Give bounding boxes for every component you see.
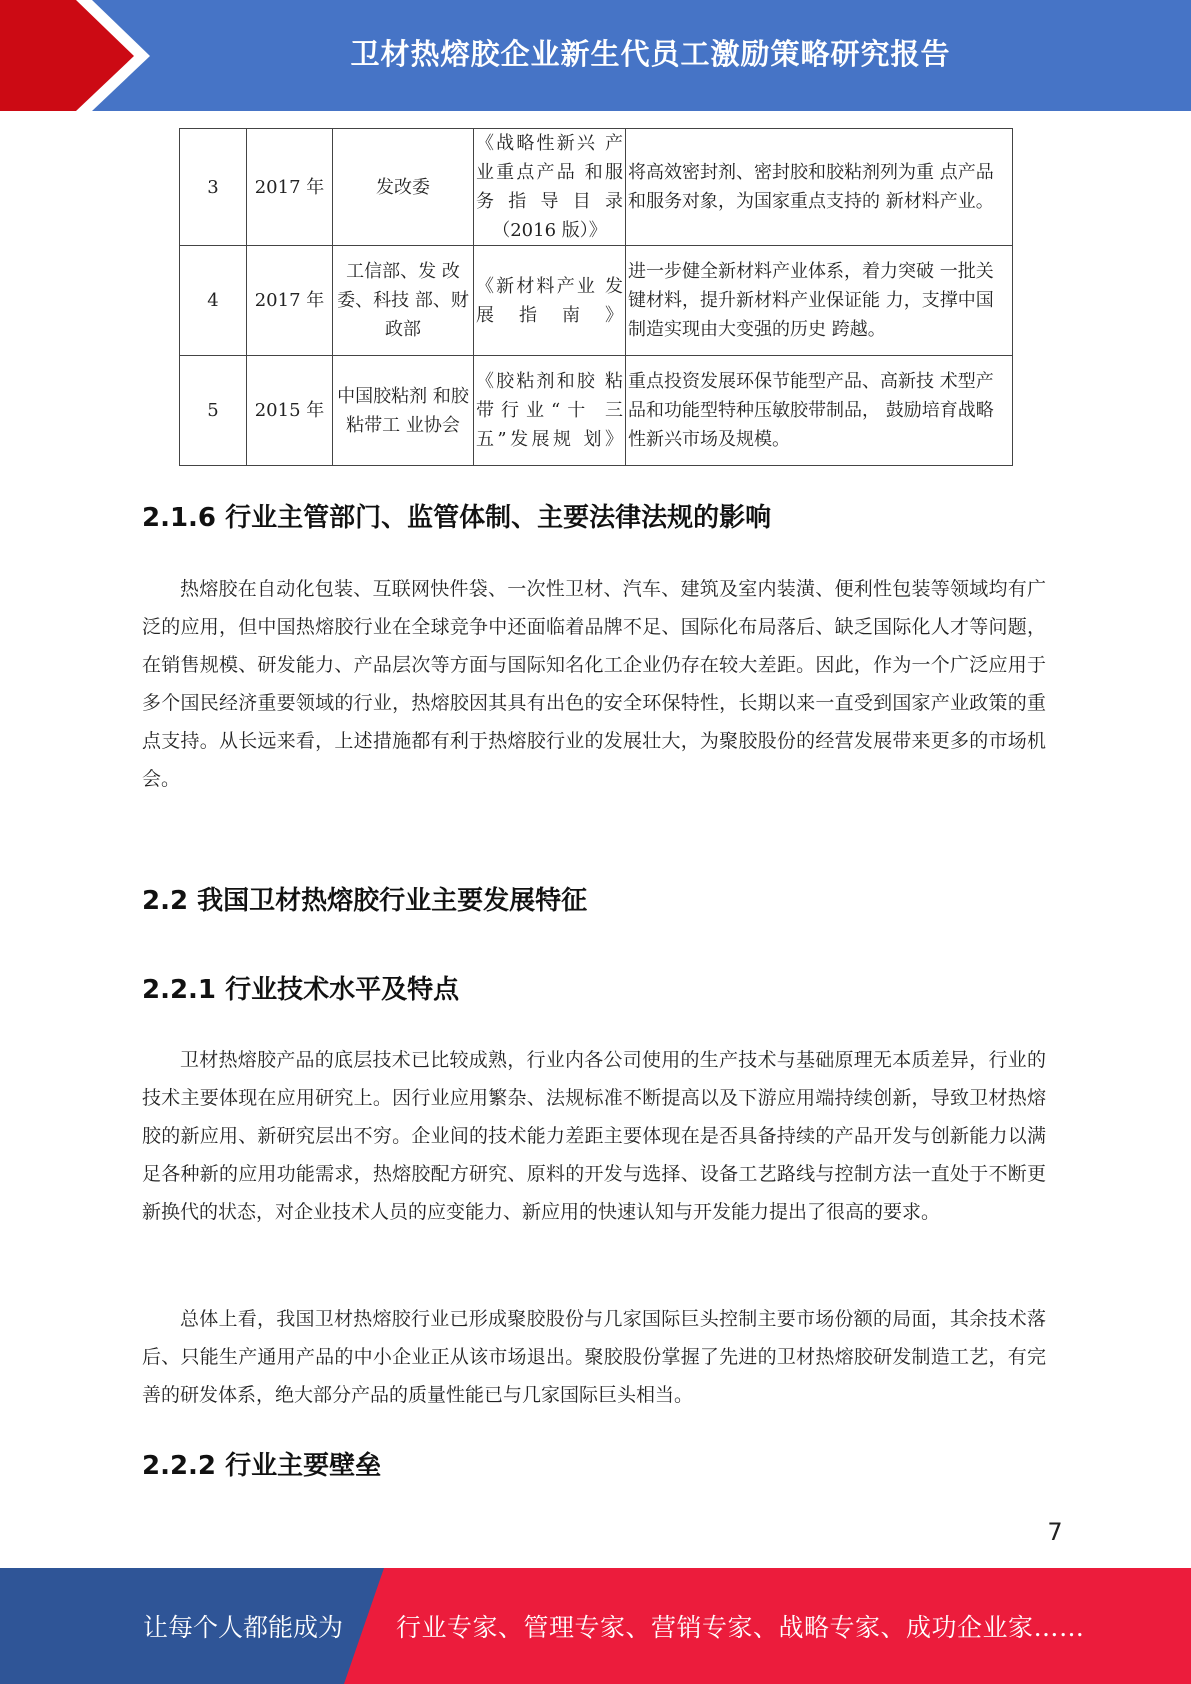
footer-slogan-right: 行业专家、管理专家、营销专家、战略专家、成功企业家…… <box>396 1613 1085 1642</box>
table-row <box>180 129 1013 246</box>
row-document-line: （2016 版）》 <box>492 220 607 241</box>
footer-slogan-left: 让每个人都能成为 <box>143 1613 344 1642</box>
row-document: 《新材料产业 发展指南》 <box>474 246 626 356</box>
row-number: 3 <box>180 129 247 246</box>
row-number: 4 <box>180 246 247 356</box>
row-issuer: 中国胶粘剂 和胶粘带工 业协会 <box>333 356 474 466</box>
row-description: 将高效密封剂、密封胶和胶粘剂列为重 点产品和服务对象，为国家重点支持的 新材料产业。 <box>626 129 1013 246</box>
page-footer <box>0 1568 1191 1684</box>
row-issuer: 发改委 <box>333 129 474 246</box>
row-description: 进一步健全新材料产业体系，着力突破 一批关键材料，提升新材料产业保证能 力，支撑中国制造实现由大变强的历史 跨越。 <box>626 246 1013 356</box>
section-heading-2-2-1: 2.2.1 行业技术水平及特点 <box>142 975 460 1005</box>
section-heading-2-2-2: 2.2.2 行业主要壁垒 <box>142 1451 382 1481</box>
page-number: 7 <box>1047 1518 1063 1546</box>
policy-table <box>179 128 1013 466</box>
row-description: 重点投资发展环保节能型产品、高新技 术型产品和功能型特种压敏胶带制品， 鼓励培育战略性新兴市场及规模。 <box>626 356 1013 466</box>
row-issuer: 工信部、发 改委、科技 部、财政部 <box>333 246 474 356</box>
section-heading-2-1-6: 2.1.6 行业主管部门、监管体制、主要法律法规的影响 <box>142 503 772 533</box>
row-number: 5 <box>180 356 247 466</box>
table-row <box>180 246 1013 356</box>
row-document <box>474 129 626 246</box>
paragraph-2-2-1-a: 卫材热熔胶产品的底层技术已比较成熟，行业内各公司使用的生产技术与基础原理无本质差异，行业的技术主要体现在应用研究上。因行业应用繁杂、法规标准不断提高以及下游应用端持续创新，导致卫材热熔胶的新应用、新研究层出不穷。企业间的技术能力差距主要体现在是否具备持续的产品开发与创新能力以满足各种新的应用功能需求，热熔胶配方研究、原料的开发与选择、设备工艺路线与控制方法一直处于不断更新换代的状态，对企业技术人员的应变能力、新应用的快速认知与开发能力提出了很高的要求。 <box>142 1049 1046 1223</box>
row-document: 《胶粘剂和胶 粘带行业“十 三五”发展规 划》 <box>474 356 626 466</box>
table-row <box>180 356 1013 466</box>
page-header <box>0 0 1191 111</box>
row-year: 2017 年 <box>247 246 333 356</box>
header-arrow-decoration <box>0 0 160 111</box>
row-year: 2017 年 <box>247 129 333 246</box>
paragraph-2-1-6: 热熔胶在自动化包装、互联网快件袋、一次性卫材、汽车、建筑及室内装潢、便利性包装等领域均有广泛的应用，但中国热熔胶行业在全球竞争中还面临着品牌不足、国际化布局落后、缺乏国际化人才等问题，在销售规模、研发能力、产品层次等方面与国际知名化工企业仍存在较大差距。因此，作为一个广泛应用于多个国民经济重要领域的行业，热熔胶因其具有出色的安全环保特性，长期以来一直受到国家产业政策的重点支持。从长远来看，上述措施都有利于热熔胶行业的发展壮大，为聚胶股份的经营发展带来更多的市场机会。 <box>142 578 1046 790</box>
header-title: 卫材热熔胶企业新生代员工激励策略研究报告 <box>350 36 951 71</box>
section-heading-2-2: 2.2 我国卫材热熔胶行业主要发展特征 <box>142 886 588 916</box>
paragraph-2-2-1-b: 总体上看，我国卫材热熔胶行业已形成聚胶股份与几家国际巨头控制主要市场份额的局面，其余技术落后、只能生产通用产品的中小企业正从该市场退出。聚胶股份掌握了先进的卫材热熔胶研发制造工艺，有完善的研发体系，绝大部分产品的质量性能已与几家国际巨头相当。 <box>142 1308 1046 1406</box>
row-document-line: 《战略性新兴 产业重点产品 和服务 指 导 目 录 <box>476 133 623 212</box>
row-year: 2015 年 <box>247 356 333 466</box>
